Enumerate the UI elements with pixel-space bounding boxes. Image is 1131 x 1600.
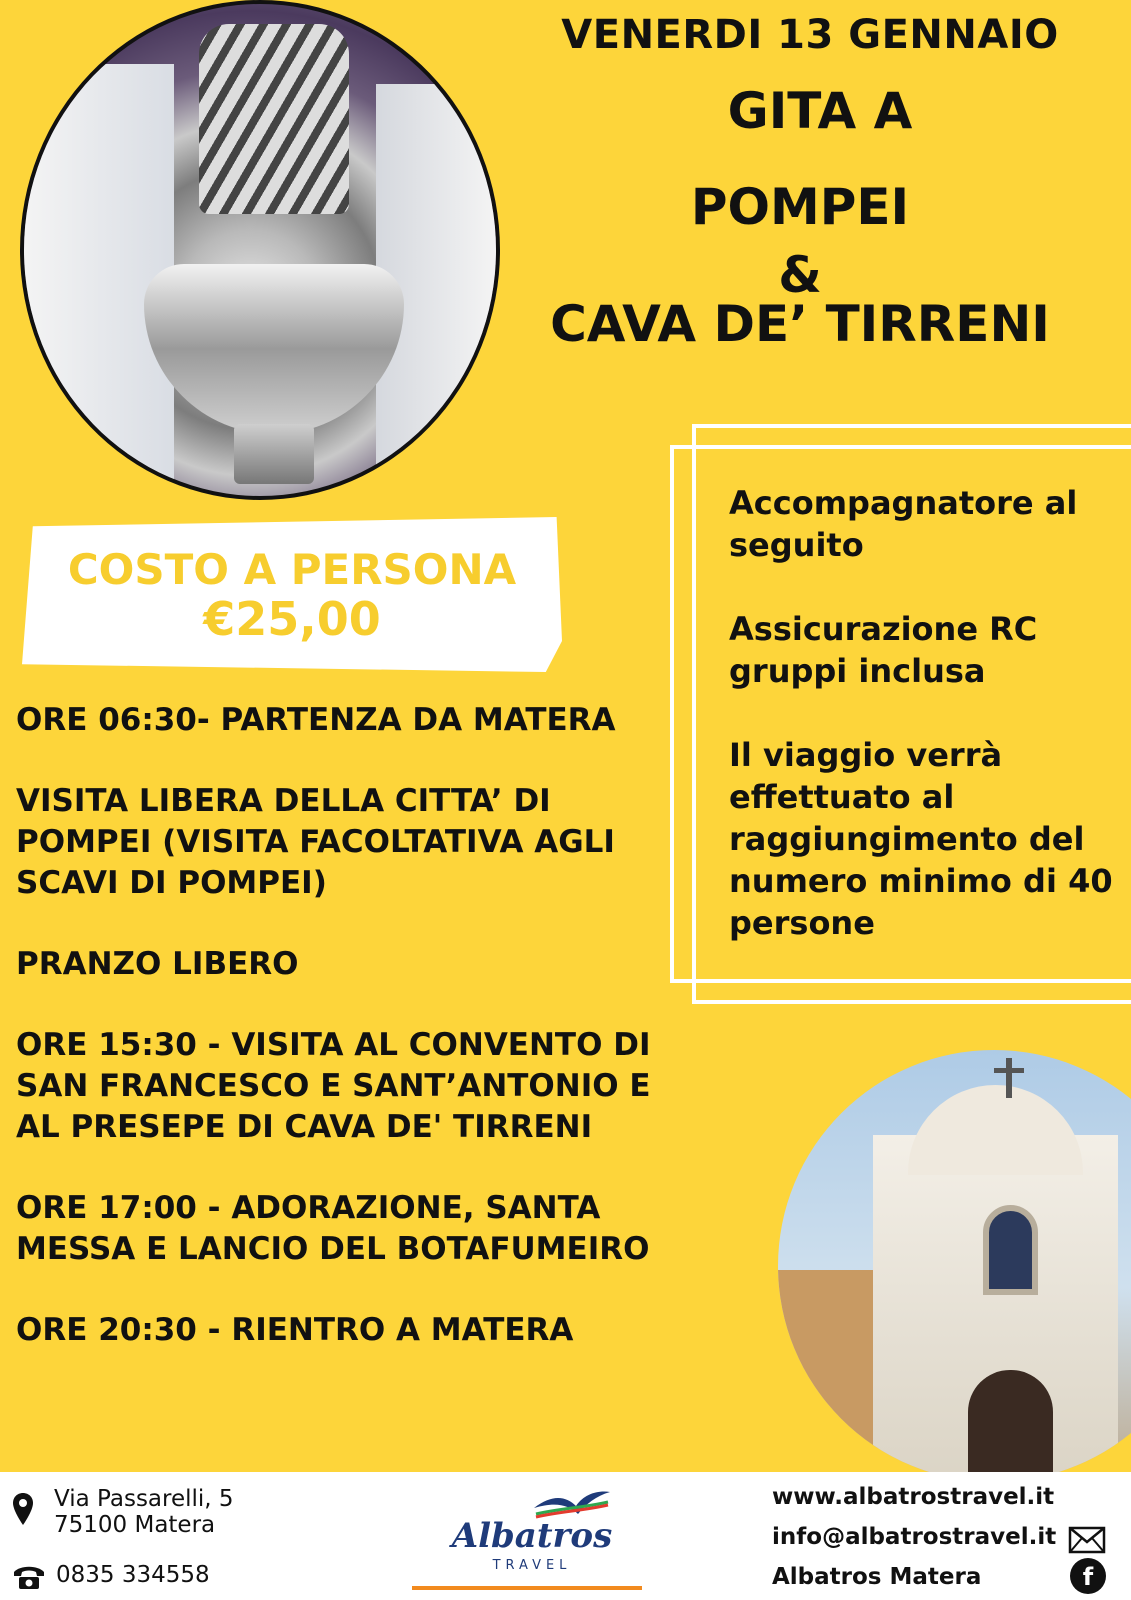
price-label: COSTO A PERSONA <box>67 545 517 594</box>
map-pin-icon <box>12 1492 34 1526</box>
itinerary-item: PRANZO LIBERO <box>16 946 299 982</box>
itinerary-item: ORE 06:30- PARTENZA DA MATERA <box>16 702 616 738</box>
logo-wordmark: Albatros <box>451 1516 613 1556</box>
itinerary-item: ORE 17:00 - ADORAZIONE, SANTA MESSA E LANCIO DEL BOTAFUMEIRO <box>16 1190 650 1267</box>
itinerary-item: VISITA LIBERA DELLA CITTA’ DI POMPEI (VISITA FACOLTATIVA AGLI SCAVI DI POMPEI) <box>16 783 615 901</box>
address-line-1: Via Passarelli, 5 <box>54 1486 234 1512</box>
email-link[interactable]: info@albatrostravel.it <box>772 1524 1057 1550</box>
logo-underline <box>412 1586 642 1590</box>
title-ampersand: & <box>778 246 822 304</box>
include-item: Assicurazione RC gruppi inclusa <box>729 610 1038 690</box>
itinerary-item: ORE 15:30 - VISITA AL CONVENTO DI SAN FRANCESCO E SANT’ANTONIO E AL PRESEPE DI CAVA DE' TIRRENI <box>16 1027 651 1145</box>
includes-list <box>729 482 1129 986</box>
church-photo <box>778 1050 1131 1482</box>
price-value: €25,00 <box>203 592 381 646</box>
itinerary-item: ORE 20:30 - RIENTRO A MATERA <box>16 1312 574 1348</box>
include-item: Accompagnatore al seguito <box>729 484 1078 564</box>
title-line-1: GITA A <box>727 82 913 140</box>
title-line-2: POMPEI <box>690 178 910 236</box>
seagull-icon <box>532 1486 612 1520</box>
facebook-page[interactable]: Albatros Matera <box>772 1564 982 1590</box>
albatros-logo <box>412 1472 642 1590</box>
event-date: VENERDI 13 GENNAIO <box>561 12 1059 58</box>
title-line-4: CAVA DE’ TIRRENI <box>550 295 1050 353</box>
include-item: Il viaggio verrà effettuato al raggiungimento del numero minimo di 40 persone <box>729 736 1113 942</box>
itinerary-list <box>16 700 696 1391</box>
website-link[interactable]: www.albatrostravel.it <box>772 1484 1055 1510</box>
envelope-icon <box>1068 1526 1106 1554</box>
phone-number[interactable]: 0835 334558 <box>56 1562 210 1588</box>
logo-subtitle: TRAVEL <box>492 1558 572 1573</box>
facebook-icon[interactable]: f <box>1070 1558 1106 1594</box>
address-line-2: 75100 Matera <box>54 1512 216 1538</box>
telephone-icon <box>12 1564 46 1590</box>
footer <box>0 1472 1131 1600</box>
botafumeiro-photo <box>20 0 500 500</box>
